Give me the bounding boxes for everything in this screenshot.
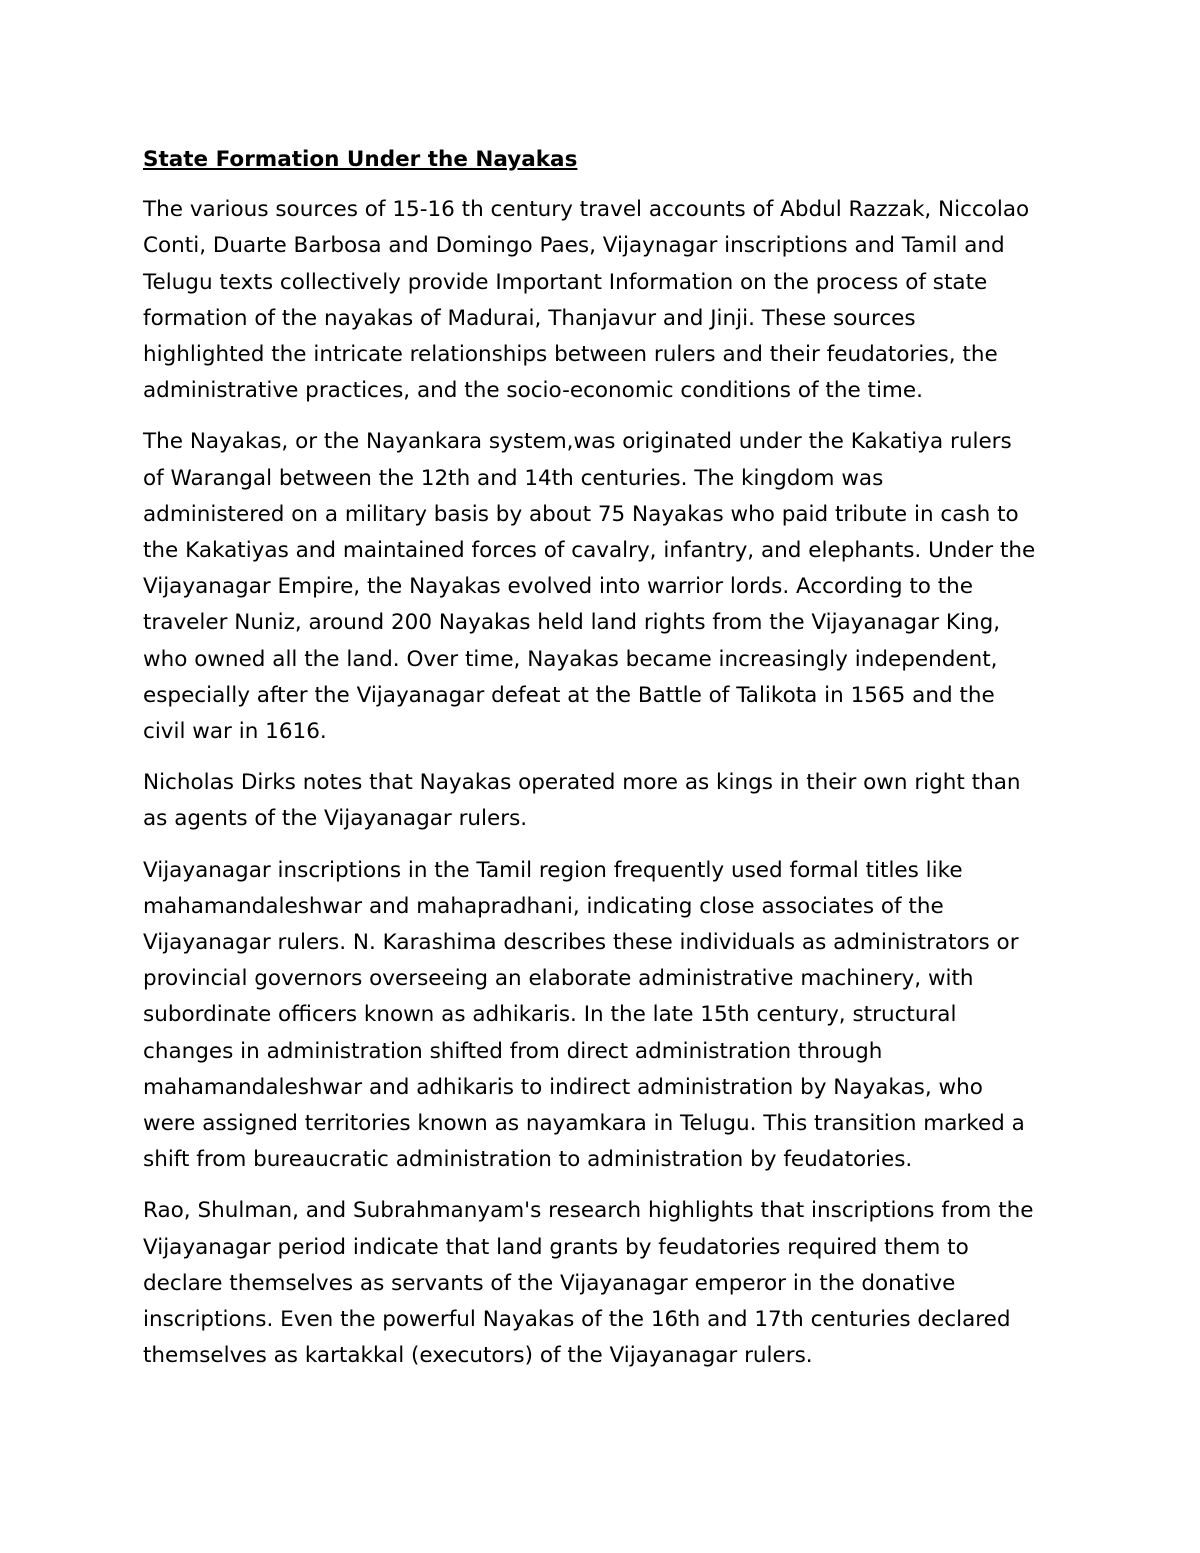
text-line: of Warangal between the 12th and 14th centuries. The kingdom was <box>143 465 884 491</box>
text-line: changes in administration shifted from direct administration through <box>143 1038 883 1064</box>
text-line: Vijayanagar inscriptions in the Tamil region frequently used formal titles like <box>143 857 963 883</box>
text-line: Rao, Shulman, and Subrahmanyam's research highlights that inscriptions from the <box>143 1198 1034 1224</box>
text-line: mahamandaleshwar and adhikaris to indirect administration by Nayakas, who <box>143 1074 983 1100</box>
text-line: subordinate officers known as adhikaris. In the late 15th century, structural <box>143 1002 957 1028</box>
text-line: the Kakatiyas and maintained forces of cavalry, infantry, and elephants. Under the <box>143 538 1036 564</box>
text-line: administrative practices, and the socio-economic conditions of the time. <box>143 378 923 404</box>
text-line: Conti, Duarte Barbosa and Domingo Paes, Vijaynagar inscriptions and Tamil and <box>143 233 1005 259</box>
text-line: especially after the Vijayanagar defeat at the Battle of Talikota in 1565 and the <box>143 682 995 708</box>
paragraph-inscriptions <box>143 853 1063 1179</box>
text-line: formation of the nayakas of Madurai, Thanjavur and Jinji. These sources <box>143 305 916 331</box>
text-line: Vijayanagar period indicate that land grants by feudatories required them to <box>143 1234 969 1260</box>
text-line: as agents of the Vijayanagar rulers. <box>143 806 528 832</box>
text-line: Vijayanagar rulers. N. Karashima describes these individuals as administrators or <box>143 930 1019 956</box>
text-line: Vijayanagar Empire, the Nayakas evolved into warrior lords. According to the <box>143 574 974 600</box>
text-line: traveler Nuniz, around 200 Nayakas held land rights from the Vijayanagar King, <box>143 610 1001 636</box>
document-title: State Formation Under the Nayakas <box>143 147 578 172</box>
text-line: highlighted the intricate relationships between rulers and their feudatories, the <box>143 342 998 368</box>
text-line: Nicholas Dirks notes that Nayakas operated more as kings in their own right than <box>143 770 1021 796</box>
text-line: administered on a military basis by about 75 Nayakas who paid tribute in cash to <box>143 501 1019 527</box>
paragraph-nayankara-system <box>143 424 1063 750</box>
text-line: mahamandaleshwar and mahapradhani, indicating close associates of the <box>143 893 944 919</box>
text-line: civil war in 1616. <box>143 719 327 745</box>
paragraph-research <box>143 1193 1063 1374</box>
text-line: The Nayakas, or the Nayankara system,was originated under the Kakatiya rulers <box>143 429 1012 455</box>
text-line: shift from bureaucratic administration to administration by feudatories. <box>143 1147 913 1173</box>
text-line: inscriptions. Even the powerful Nayakas of the 16th and 17th centuries declared <box>143 1307 1011 1333</box>
document-body <box>143 142 1063 1390</box>
text-line: themselves as kartakkal (executors) of the Vijayanagar rulers. <box>143 1343 813 1369</box>
paragraph-dirks <box>143 765 1063 837</box>
text-line: declare themselves as servants of the Vijayanagar emperor in the donative <box>143 1270 956 1296</box>
text-line: who owned all the land. Over time, Nayakas became increasingly independent, <box>143 646 998 672</box>
paragraph-sources <box>143 192 1063 409</box>
text-line: provincial governors overseeing an elaborate administrative machinery, with <box>143 966 974 992</box>
text-line: The various sources of 15-16 th century travel accounts of Abdul Razzak, Niccolao <box>143 197 1030 223</box>
text-line: Telugu texts collectively provide Important Information on the process of state <box>143 269 988 295</box>
text-line: were assigned territories known as nayamkara in Telugu. This transition marked a <box>143 1111 1025 1137</box>
